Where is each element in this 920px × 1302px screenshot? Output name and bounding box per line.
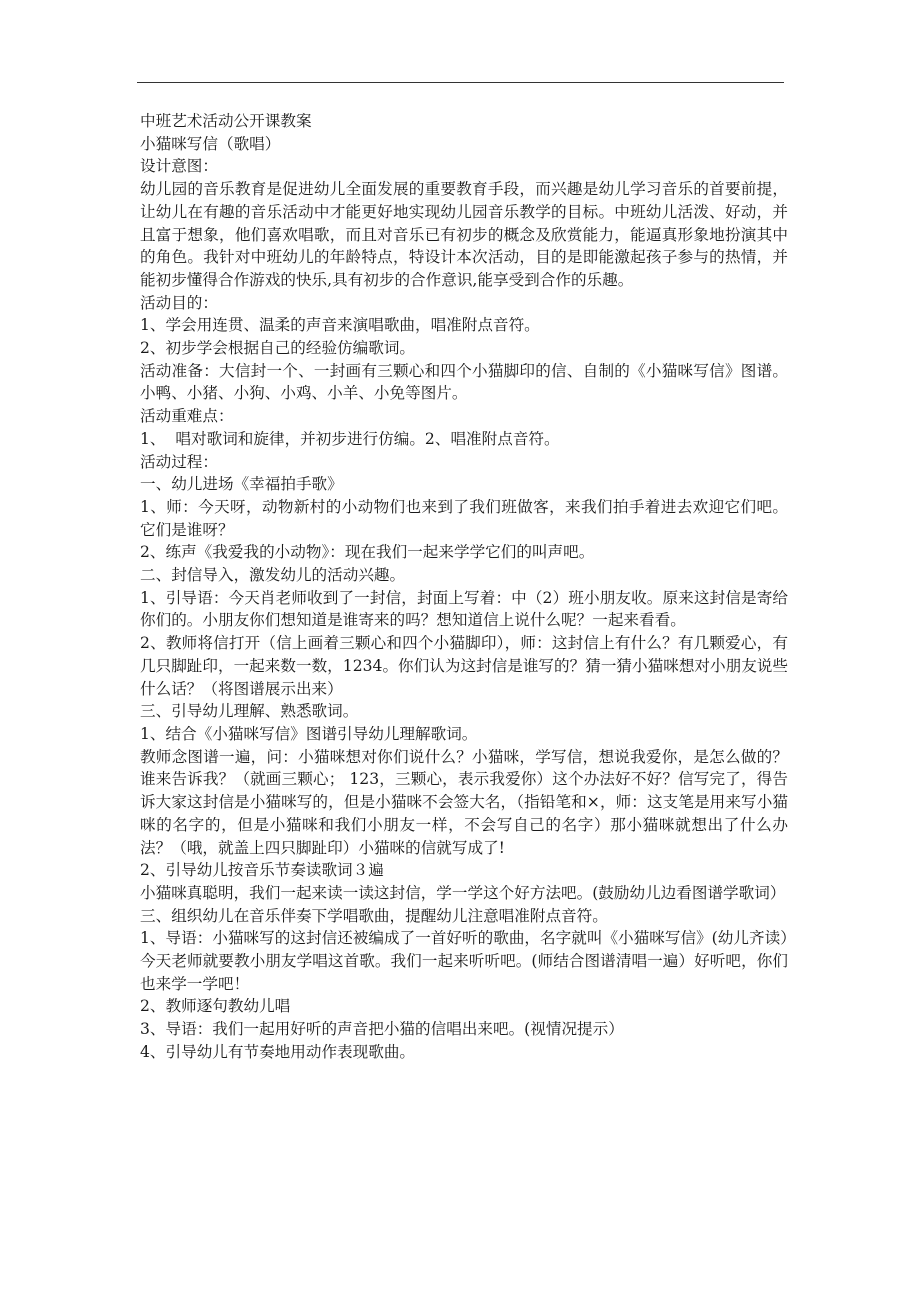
step-heading: 三、引导幼儿理解、熟悉歌词。 — [140, 702, 359, 721]
list-item: 1、师：今天呀，动物新村的小动物们也来到了我们班做客，来我们拍手着进去欢迎它们吧。它们是谁呀？ — [140, 497, 788, 539]
list-item: 2、教师将信打开（信上画着三颗心和四个小猫脚印），师：这封信上有什么？有几颗爱心，有几只脚趾印，一起来数一数，1234。你们认为这封信是谁写的？猜一猜小猫咪想对小朋友说些什么话？（将图谱展示出来） — [140, 634, 788, 698]
step-heading: 一、幼儿进场《幸福拍手歌》 — [140, 475, 343, 494]
list-item: 1、导语：小猫咪写的这封信还被编成了一首好听的歌曲，名字就叫《小猫咪写信》(幼儿齐读）今天老师就要教小朋友学唱这首歌。我们一起来听听吧。(师结合图谱清唱一遍）好听吧，你们也来学一学吧！ — [140, 929, 788, 993]
list-item: 3、导语：我们一起用好听的声音把小猫的信唱出来吧。(视情况提示） — [140, 1020, 624, 1039]
step-heading: 三、组织幼儿在音乐伴奏下学唱歌曲，提醒幼儿注意唱准附点音符。 — [140, 906, 608, 925]
doc-subtitle: 小猫咪写信（歌唱） — [140, 134, 281, 153]
list-item: 1、结合《小猫咪写信》图谱引导幼儿理解歌词。 — [140, 724, 478, 743]
list-item: 1、 唱对歌词和旋律，并初步进行仿编。2、唱准附点音符。 — [140, 429, 560, 448]
section-heading: 设计意图： — [140, 157, 218, 176]
list-item: 1、引导语：今天肖老师收到了一封信，封面上写着：中（2）班小朋友收。原来这封信是寄给你们的。小朋友你们想知道是谁寄来的吗？想知道信上说什么呢？一起来看看。 — [140, 588, 788, 630]
section-heading: 活动目的： — [140, 293, 218, 312]
paragraph: 活动准备：大信封一个、一封画有三颗心和四个小猫脚印的信、自制的《小猫咪写信》图谱。小鸭、小猪、小狗、小鸡、小羊、小免等图片。 — [140, 361, 788, 403]
step-heading: 二、封信导入，激发幼儿的活动兴趣。 — [140, 566, 406, 585]
document-body — [140, 110, 788, 1064]
list-item: 2、初步学会根据自己的经验仿编歌词。 — [140, 339, 416, 358]
list-item: 1、学会用连贯、温柔的声音来演唱歌曲，唱准附点音符。 — [140, 316, 540, 335]
section-heading: 活动过程： — [140, 452, 218, 471]
list-item: 2、教师逐句教幼儿唱 — [140, 997, 291, 1016]
paragraph: 教师念图谱一遍，问：小猫咪想对你们说什么？小猫咪，学写信，想说我爱你，是怎么做的？谁来告诉我？（就画三颗心； 123，三颗心，表示我爱你）这个办法好不好？信写完了，得告诉大家这封信是小猫咪写的，但是小猫咪不会签大名，（指铅笔和×，师：这支笔是用来写小猫咪的名字的，但是小猫咪和我们小朋友一样，不会写自己的名字）那小猫咪就想出了什么办法？（哦，就盖上四只脚趾印）小猫咪的信就写成了! — [140, 747, 788, 857]
paragraph: 幼儿园的音乐教育是促进幼儿全面发展的重要教育手段，而兴趣是幼儿学习音乐的首要前提，让幼儿在有趣的音乐活动中才能更好地实现幼儿园音乐教学的目标。中班幼儿活泼、好动，并且富于想象，他们喜欢唱歌，而且对音乐已有初步的概念及欣赏能力，能逼真形象地扮演其中的角色。我针对中班幼儿的年龄特点，特设计本次活动，目的是即能激起孩子参与的热情，并能初步懂得合作游戏的快乐,具有初步的合作意识,能享受到合作的乐趣。 — [140, 180, 788, 289]
list-item: 4、引导幼儿有节奏地用动作表现歌曲。 — [140, 1042, 416, 1061]
header-rule — [137, 82, 784, 83]
list-item: 2、练声《我爱我的小动物》：现在我们一起来学学它们的叫声吧。 — [140, 543, 595, 562]
doc-title: 中班艺术活动公开课教案 — [140, 112, 312, 130]
paragraph: 小猫咪真聪明，我们一起来读一读这封信，学一学这个好方法吧。(鼓励幼儿边看图谱学歌词） — [140, 883, 786, 902]
section-heading: 活动重难点： — [140, 407, 234, 426]
list-item: 2、引导幼儿按音乐节奏读歌词３遍 — [140, 861, 384, 880]
